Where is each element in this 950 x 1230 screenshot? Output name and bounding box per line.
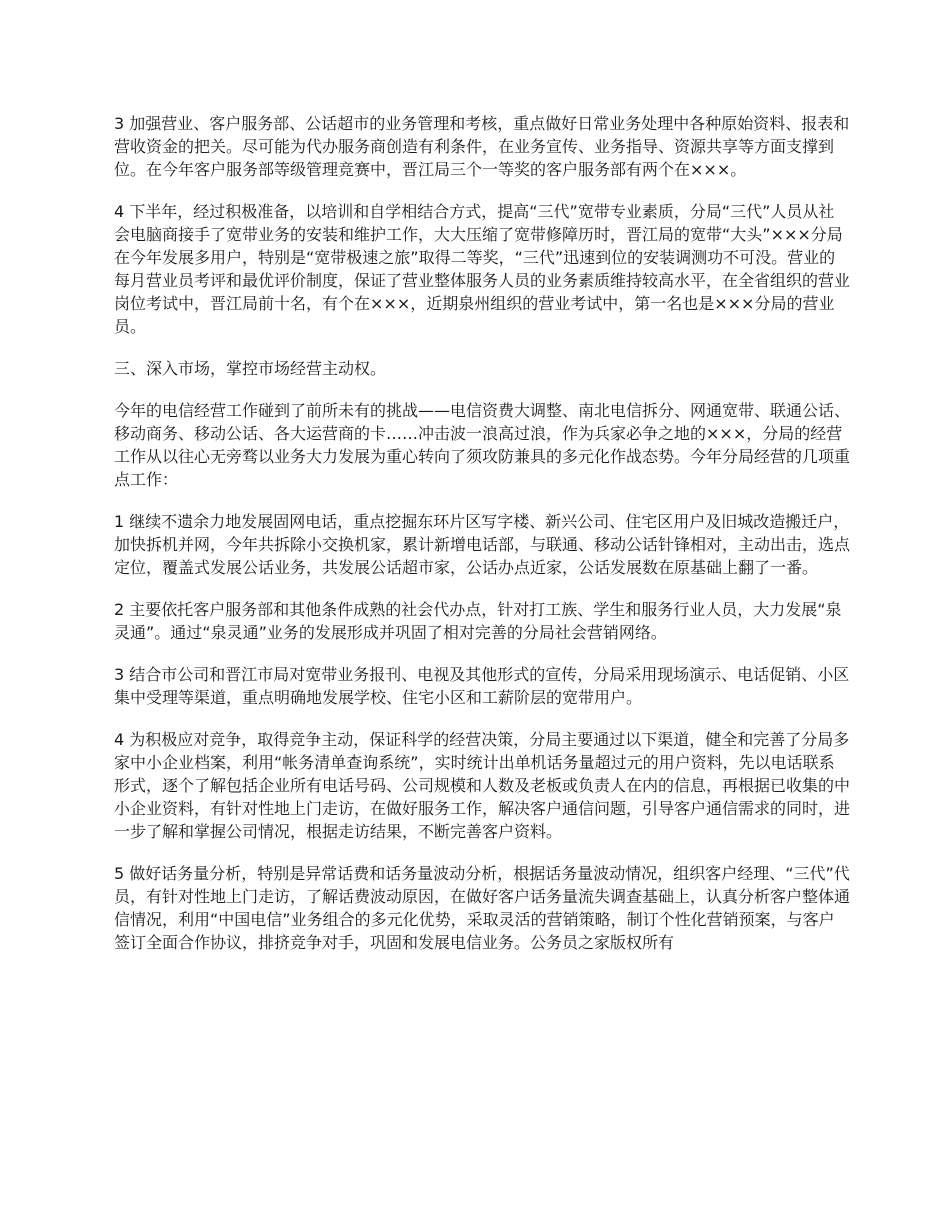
paragraph-1-fixed-network: 1 继续不遗余力地发展固网电话，重点挖掘东环片区写字楼、新兴公司、住宅区用户及旧城改造搬迁户，加快拆机并网，今年共拆除小交换机家，累计新增电话部，与联通、移动公话针锋相对，主动出击，选点定位，覆盖式发展公话业务，共发展公话超市家，公话办点近家，公话发展数在原基础上翻了一番。 (114, 512, 851, 577)
paragraph-2-quanlingtong: 2 主要依托客户服务部和其他条件成熟的社会代办点，针对打工族、学生和服务行业人员，大力发展“泉灵通”。通过“泉灵通”业务的发展形成并巩固了相对完善的分局社会营销网络。 (114, 600, 842, 642)
paragraph-3-broadband-promotion: 3 结合市公司和晋江市局对宽带业务报刊、电视及其他形式的宣传，分局采用现场演示、电话促销、小区集中受理等渠道，重点明确地发展学校、住宅小区和工薪阶层的宽带用户。 (114, 665, 850, 707)
section-heading-market: 三、深入市场，掌控市场经营主动权。 (114, 359, 387, 378)
document-body (114, 112, 850, 973)
paragraph-4-enterprise-archives: 4 为积极应对竞争，取得竞争主动，保证科学的经营决策，分局主要通过以下渠道，健全和完善了分局多家中小企业档案，利用“帐务清单查询系统”，实时统计出单机话务量超过元的用户资料，先以电话联系形式，逐个了解包括企业所有电话号码、公司规模和人数及老板或负责人在内的信息，再根据已收集的中小企业资料，有针对性地上门走访，在做好服务工作，解决客户通信问题，引导客户通信需求的同时，进一步了解和掌握公司情况，根据走访结果，不断完善客户资料。 (114, 730, 851, 841)
paragraph-market-challenges: 今年的电信经营工作碰到了前所未有的挑战——电信资费大调整、南北电信拆分、网通宽带、联通公话、移动商务、移动公话、各大运营商的卡……冲击波一浪高过浪，作为兵家必争之地的×××，分局的经营工作从以往心无旁骛以业务大力发展为重心转向了须攻防兼具的多元化作战态势。今年分局经营的几项重点工作： (114, 401, 851, 489)
paragraph-5-traffic-analysis: 5 做好话务量分析，特别是异常话费和话务量波动分析，根据话务量波动情况，组织客户经理、“三代”代员，有针对性地上门走访，了解话费波动原因，在做好客户话务量流失调查基础上，认真分析客户整体通信情况，利用“中国电信”业务组合的多元化优势，采取灵活的营销策略，制订个性化营销预案，与客户签订全面合作协议，排挤竞争对手，巩固和发展电信业务。公务员之家版权所有 (114, 864, 851, 952)
paragraph-4-broadband-training: 4 下半年，经过积极准备，以培训和自学相结合方式，提高“三代”宽带专业素质，分局“三代”人员从社会电脑商接手了宽带业务的安装和维护工作，大大压缩了宽带修障历时，晋江局的宽带“大头”×××分局在今年发展多用户，特别是“宽带极速之旅”取得二等奖，“三代”迅速到位的安装调测功不可没。营业的每月营业员考评和最优评价制度，保证了营业整体服务人员的业务素质维持较高水平，在全省组织的营业岗位考试中，晋江局前十名，有个在×××，近期泉州组织的营业考试中，第一名也是×××分局的营业员。 (114, 202, 851, 336)
paragraph-3-business-management: 3 加强营业、客户服务部、公话超市的业务管理和考核，重点做好日常业务处理中各种原始资料、报表和营收资金的把关。尽可能为代办服务商创造有利条件，在业务宣传、业务指导、资源共享等方面支撑到位。在今年客户服务部等级管理竞赛中，晋江局三个一等奖的客户服务部有两个在×××。 (114, 114, 850, 179)
